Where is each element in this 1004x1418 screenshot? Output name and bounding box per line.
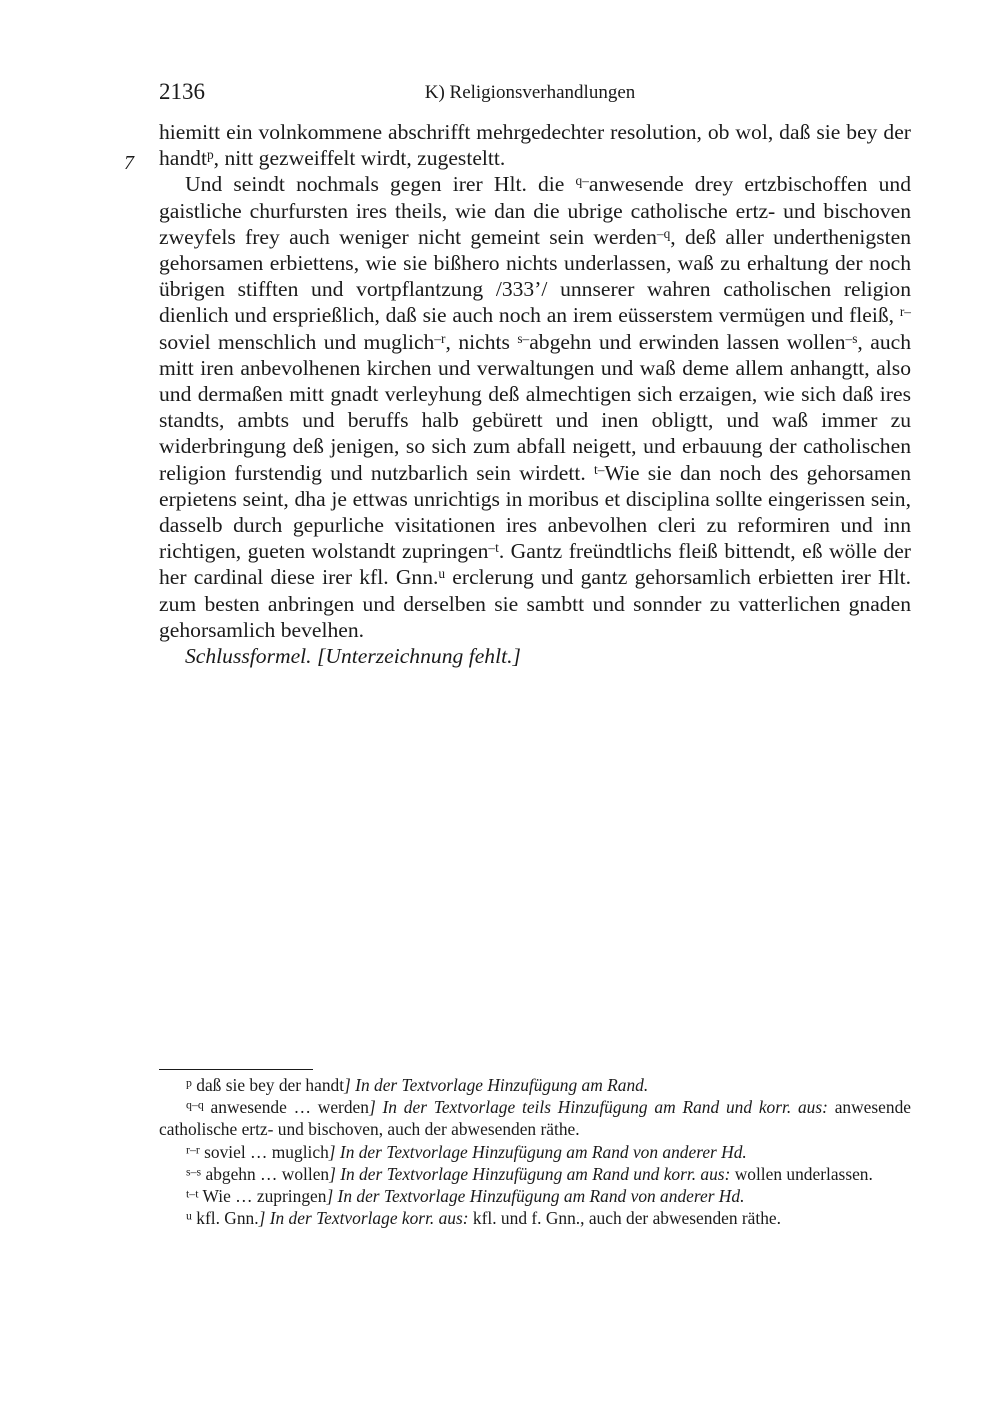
footnote-mark: p: [186, 1075, 192, 1090]
footnote-ref-q-close: –q: [656, 225, 671, 241]
footnote-lemma: daß sie bey der handt: [191, 1075, 345, 1095]
footnote-mark: r–r: [186, 1142, 200, 1157]
footnote-t: [159, 1185, 911, 1207]
footnote-lemma: Wie … zupringen: [198, 1186, 327, 1207]
footnote-ref-s-close: –s: [845, 330, 858, 346]
paragraph-1: [159, 119, 911, 171]
footnote-s: [159, 1163, 911, 1185]
footnote-ref-t-close: –t: [488, 540, 499, 556]
footnote-lemma: abgehn … wollen: [201, 1163, 330, 1184]
text-run: anwesende drey ertzbischoffen und gaistliche churfursten ires theils, wie dan die ubrige catholische ertz- und bischoven zweyfels frey auch weniger nicht gemeint sein werden: [159, 172, 911, 249]
footnote-ref-p: p: [206, 147, 214, 163]
footnote-ref-s-open: s–: [517, 330, 530, 346]
footnote-lemma: anwesende … werden: [203, 1097, 369, 1118]
footnote-mark: t–t: [186, 1186, 199, 1201]
footnote-note: ] In der Textvorlage Hinzufügung am Rand von anderer Hd.: [326, 1186, 745, 1207]
footnote-rest: anwesende catholische ertz- und bischoven, auch der abwesenden räthe.: [159, 1097, 911, 1140]
footnote-rest: wollen underlassen.: [730, 1163, 873, 1184]
footnote-note: ] In der Textvorlage Hinzufügung am Rand und korr. aus:: [329, 1163, 731, 1184]
footnote-note: ] In der Textvorlage Hinzufügung am Rand von anderer Hd.: [328, 1141, 747, 1162]
paragraph-2: [159, 171, 911, 643]
footnote-mark: s–s: [186, 1164, 202, 1179]
main-text: [159, 119, 911, 669]
footnote-r: [159, 1141, 911, 1163]
footnote-u: [159, 1207, 911, 1229]
margin-mark: 7: [124, 152, 134, 174]
footnote-note: ] In der Textvorlage teils Hinzufügung am Rand und korr. aus:: [368, 1097, 828, 1118]
footnote-note: ] In der Textvorlage korr. aus:: [258, 1208, 469, 1229]
running-head: K) Religionsverhandlungen: [424, 82, 636, 103]
text-run: soviel menschlich und muglich: [159, 329, 435, 354]
closing-formula: Schlussformel. [Unterzeichnung fehlt.]: [185, 644, 521, 669]
footnote-mark: u: [186, 1208, 192, 1223]
text-run: , deß aller underthenigsten gehorsamen erbiettens, wie sie bißhero nichts underlassen, waß zu erhaltung der noch übrigen stifften und vortpflantzung /333’/ unnserer wahren catholischen religion dienlich und ersprießlich, daß sie auch noch an irem eüsserstem vermügen und fleiß,: [159, 224, 911, 328]
footnote-ref-t-open: t–: [594, 461, 605, 477]
text-run: , nichts: [445, 329, 518, 354]
footnote-p: [159, 1074, 911, 1096]
footnote-q: [159, 1096, 911, 1140]
text-run: erclerung und gantz gehorsamlich erbietten irer Hlt. zum besten anbringen und derselben sie sambtt und sonnder zu vatterlichen gnaden gehorsamlich bevelhen.: [159, 565, 911, 642]
text-run: Wie sie dan noch des gehorsamen erpietens seint, dha je ettwas unrichtigs in moribus et disciplina sollte eingerissen sein, dasselb durch gepurliche visitationen ires anbevolhen cleri zu reformiren und inn richtigen, gueten wolstandt zupringen: [159, 460, 911, 564]
footnote-lemma: soviel … muglich: [199, 1141, 329, 1162]
footnote-ref-u: u: [438, 566, 446, 582]
footnote-ref-r-open: r–: [899, 304, 911, 320]
text-run: , nitt gezweiffelt wirdt, zugesteltt.: [213, 146, 506, 171]
text-run: Und seindt nochmals gegen irer Hlt. die: [185, 172, 576, 197]
footnote-note: ] In der Textvorlage Hinzufügung am Rand.: [344, 1075, 649, 1095]
footnote-rule: [159, 1069, 313, 1070]
footnote-rest: kfl. und f. Gnn., auch der abwesenden räthe.: [468, 1208, 781, 1229]
text-run: abgehn und erwinden lassen wollen: [529, 329, 846, 354]
text-run: , auch mitt iren anbevolhenen kirchen und verwaltungen und waß deme allem anhangtt, also und dermaßen mitt gnadt verleyhung deß almechtigen sich erzaigen, wie sich daß ires standts, ambts und beruffs halb gebürett und inen obligtt, und waß immer zu widerbringung deß jenigen, so sich zum abfall neigett, und erbauung der catholischen religion furstendig und nutzbarlich sein wirdett.: [159, 329, 911, 485]
page-number: 2136: [159, 79, 205, 104]
footnote-ref-r-close: –r: [434, 330, 446, 346]
footnote-ref-q-open: q–: [575, 173, 589, 189]
footnote-lemma: kfl. Gnn.: [191, 1208, 259, 1229]
footnotes: [159, 1074, 911, 1229]
text-run: hiemitt ein volnkommene abschrifft mehrgedechter resolution, ob wol, daß sie bey der handt: [159, 120, 911, 171]
text-run: . Gantz freündtlichs fleiß bittendt, eß wölle der her cardinal diese irer kfl. Gnn.: [159, 539, 911, 590]
footnote-mark: q–q: [186, 1097, 204, 1112]
